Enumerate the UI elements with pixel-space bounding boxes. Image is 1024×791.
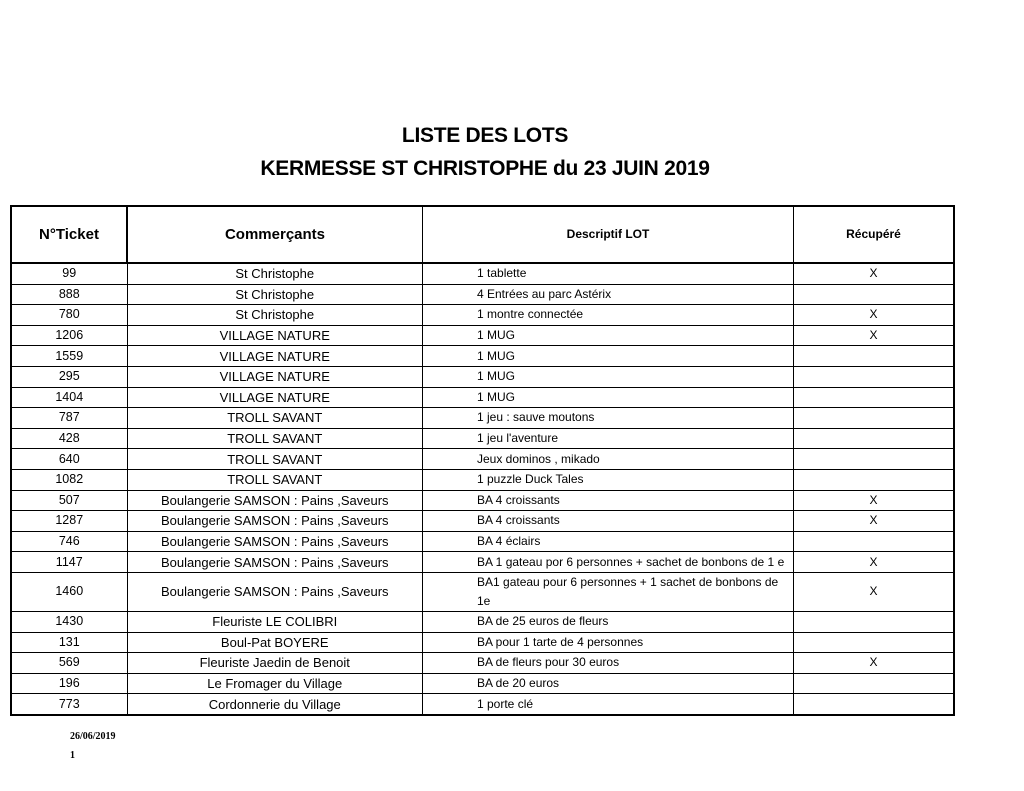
table-row (11, 572, 954, 611)
cell-ticket: 428 (11, 428, 127, 449)
table-row (11, 263, 954, 284)
cell-commercant: Fleuriste LE COLIBRI (127, 611, 423, 632)
cell-ticket: 569 (11, 653, 127, 674)
table-row (11, 305, 954, 326)
table-row (11, 490, 954, 511)
table-row (11, 632, 954, 653)
table-row (11, 673, 954, 694)
cell-recupere (794, 632, 955, 653)
cell-lot: BA1 gateau pour 6 personnes + 1 sachet de bonbons de 1e (423, 572, 794, 611)
cell-ticket: 1147 (11, 552, 127, 573)
cell-recupere (794, 387, 955, 408)
cell-recupere (794, 531, 955, 552)
cell-recupere: X (794, 325, 955, 346)
cell-ticket: 131 (11, 632, 127, 653)
header-descriptif: Descriptif LOT (423, 206, 794, 263)
cell-commercant: Boulangerie SAMSON : Pains ,Saveurs (127, 572, 423, 611)
table-row (11, 408, 954, 429)
cell-commercant: TROLL SAVANT (127, 408, 423, 429)
cell-ticket: 888 (11, 284, 127, 305)
cell-recupere (794, 694, 955, 715)
cell-commercant: St Christophe (127, 263, 423, 284)
table-row (11, 325, 954, 346)
cell-lot: 1 MUG (423, 346, 794, 367)
cell-commercant: Cordonnerie du Village (127, 694, 423, 715)
cell-recupere: X (794, 511, 955, 532)
footer-page-number: 1 (70, 750, 75, 761)
cell-lot: Jeux dominos , mikado (423, 449, 794, 470)
cell-lot: 1 puzzle Duck Tales (423, 469, 794, 490)
cell-lot: 4 Entrées au parc Astérix (423, 284, 794, 305)
lots-table (10, 205, 955, 716)
cell-commercant: Boulangerie SAMSON : Pains ,Saveurs (127, 490, 423, 511)
cell-ticket: 295 (11, 366, 127, 387)
cell-ticket: 787 (11, 408, 127, 429)
cell-recupere: X (794, 552, 955, 573)
cell-recupere: X (794, 572, 955, 611)
table-row (11, 511, 954, 532)
cell-commercant: VILLAGE NATURE (127, 387, 423, 408)
cell-lot: 1 MUG (423, 366, 794, 387)
cell-ticket: 99 (11, 263, 127, 284)
cell-ticket: 780 (11, 305, 127, 326)
cell-recupere (794, 366, 955, 387)
cell-lot: BA de 20 euros (423, 673, 794, 694)
cell-lot: 1 MUG (423, 325, 794, 346)
cell-ticket: 507 (11, 490, 127, 511)
cell-ticket: 1206 (11, 325, 127, 346)
cell-recupere (794, 673, 955, 694)
cell-lot: 1 tablette (423, 263, 794, 284)
table-row (11, 346, 954, 367)
cell-recupere: X (794, 653, 955, 674)
cell-ticket: 1404 (11, 387, 127, 408)
cell-recupere (794, 611, 955, 632)
header-recupere: Récupéré (794, 206, 955, 263)
cell-lot: BA 1 gateau por 6 personnes + sachet de bonbons de 1 e (423, 552, 794, 573)
cell-recupere (794, 469, 955, 490)
table-row (11, 469, 954, 490)
cell-commercant: St Christophe (127, 284, 423, 305)
cell-ticket: 640 (11, 449, 127, 470)
table-row (11, 653, 954, 674)
table-row (11, 694, 954, 715)
cell-lot: BA 4 éclairs (423, 531, 794, 552)
cell-lot: 1 jeu l'aventure (423, 428, 794, 449)
cell-commercant: Boulangerie SAMSON : Pains ,Saveurs (127, 531, 423, 552)
cell-commercant: St Christophe (127, 305, 423, 326)
cell-recupere (794, 449, 955, 470)
document-title: LISTE DES LOTS (401, 124, 569, 147)
cell-ticket: 773 (11, 694, 127, 715)
cell-commercant: TROLL SAVANT (127, 469, 423, 490)
cell-recupere (794, 284, 955, 305)
footer-date: 26/06/2019 (70, 731, 116, 742)
cell-lot: BA de 25 euros de fleurs (423, 611, 794, 632)
cell-lot: 1 montre connectée (423, 305, 794, 326)
table-row (11, 552, 954, 573)
cell-lot: 1 jeu : sauve moutons (423, 408, 794, 429)
cell-commercant: VILLAGE NATURE (127, 346, 423, 367)
cell-commercant: Boulangerie SAMSON : Pains ,Saveurs (127, 511, 423, 532)
cell-lot: BA 4 croissants (423, 490, 794, 511)
cell-lot: BA de fleurs pour 30 euros (423, 653, 794, 674)
table-row (11, 284, 954, 305)
header-ticket: N°Ticket (11, 206, 127, 263)
cell-commercant: VILLAGE NATURE (127, 325, 423, 346)
cell-commercant: Boul-Pat BOYERE (127, 632, 423, 653)
header-commercants: Commerçants (127, 206, 423, 263)
table-row (11, 387, 954, 408)
cell-commercant: TROLL SAVANT (127, 449, 423, 470)
cell-recupere: X (794, 305, 955, 326)
cell-commercant: Boulangerie SAMSON : Pains ,Saveurs (127, 552, 423, 573)
cell-commercant: VILLAGE NATURE (127, 366, 423, 387)
cell-ticket: 1082 (11, 469, 127, 490)
cell-lot: BA pour 1 tarte de 4 personnes (423, 632, 794, 653)
table-row (11, 611, 954, 632)
cell-commercant: Fleuriste Jaedin de Benoit (127, 653, 423, 674)
cell-ticket: 1287 (11, 511, 127, 532)
cell-ticket: 1460 (11, 572, 127, 611)
cell-ticket: 746 (11, 531, 127, 552)
cell-commercant: TROLL SAVANT (127, 428, 423, 449)
cell-lot: 1 MUG (423, 387, 794, 408)
table-row (11, 531, 954, 552)
cell-recupere: X (794, 490, 955, 511)
cell-recupere (794, 428, 955, 449)
cell-recupere (794, 408, 955, 429)
cell-ticket: 1559 (11, 346, 127, 367)
cell-recupere: X (794, 263, 955, 284)
table-row (11, 428, 954, 449)
cell-recupere (794, 346, 955, 367)
cell-lot: 1 porte clé (423, 694, 794, 715)
cell-lot: BA 4 croissants (423, 511, 794, 532)
cell-ticket: 196 (11, 673, 127, 694)
table-row (11, 449, 954, 470)
table-header-row (11, 206, 954, 263)
table-row (11, 366, 954, 387)
cell-ticket: 1430 (11, 611, 127, 632)
cell-commercant: Le Fromager du Village (127, 673, 423, 694)
document-subtitle: KERMESSE ST CHRISTOPHE du 23 JUIN 2019 (260, 157, 710, 180)
